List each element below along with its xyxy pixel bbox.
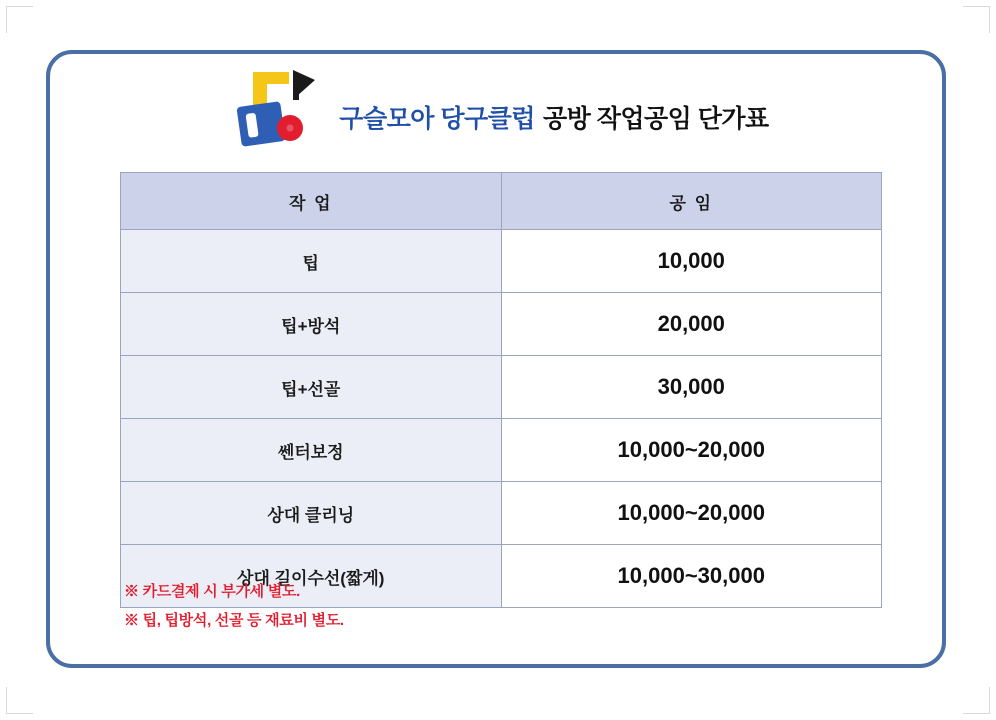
- table-header-row: [121, 173, 882, 230]
- price-card: [46, 50, 946, 668]
- cell-fee: 10,000~30,000: [501, 545, 882, 608]
- crop-mark-bottom-right: [963, 687, 990, 714]
- cell-fee: 10,000~20,000: [501, 419, 882, 482]
- title-rest: 공방 작업공임 단가표: [542, 105, 769, 133]
- table-body: [121, 230, 882, 608]
- page-title: [339, 99, 768, 135]
- table-row: [121, 419, 882, 482]
- cell-task: 팁+방석: [121, 293, 502, 356]
- table-row: [121, 482, 882, 545]
- table-row: [121, 230, 882, 293]
- column-header-fee: 공 임: [501, 173, 882, 230]
- table-head: [121, 173, 882, 230]
- cell-task: 팁+선골: [121, 356, 502, 419]
- note-line: ※ 카드결제 시 부가세 별도.: [124, 583, 300, 600]
- cell-fee: 20,000: [501, 293, 882, 356]
- notes-section: [124, 578, 344, 635]
- cell-fee: 10,000~20,000: [501, 482, 882, 545]
- note-line: ※ 팁, 팁방석, 선골 등 재료비 별도.: [124, 611, 344, 629]
- title-brand: 구슬모아 당구클럽: [339, 105, 535, 133]
- document-header: [50, 64, 942, 150]
- cell-fee: 30,000: [501, 356, 882, 419]
- cell-fee: 10,000: [501, 230, 882, 293]
- crop-mark-top-right: [963, 6, 990, 33]
- cell-task: 상대 클리닝: [121, 482, 502, 545]
- cell-task: 쎈터보정: [121, 419, 502, 482]
- gusulmoa-billiard-logo-icon: [223, 66, 331, 148]
- table-row: [121, 356, 882, 419]
- crop-mark-top-left: [6, 6, 33, 33]
- column-header-task: 작 업: [121, 173, 502, 230]
- cell-task: 상대 길이수선(짧게): [121, 545, 502, 608]
- crop-mark-bottom-left: [6, 687, 33, 714]
- rate-table: [120, 172, 882, 608]
- table-row: [121, 293, 882, 356]
- cell-task: 팁: [121, 230, 502, 293]
